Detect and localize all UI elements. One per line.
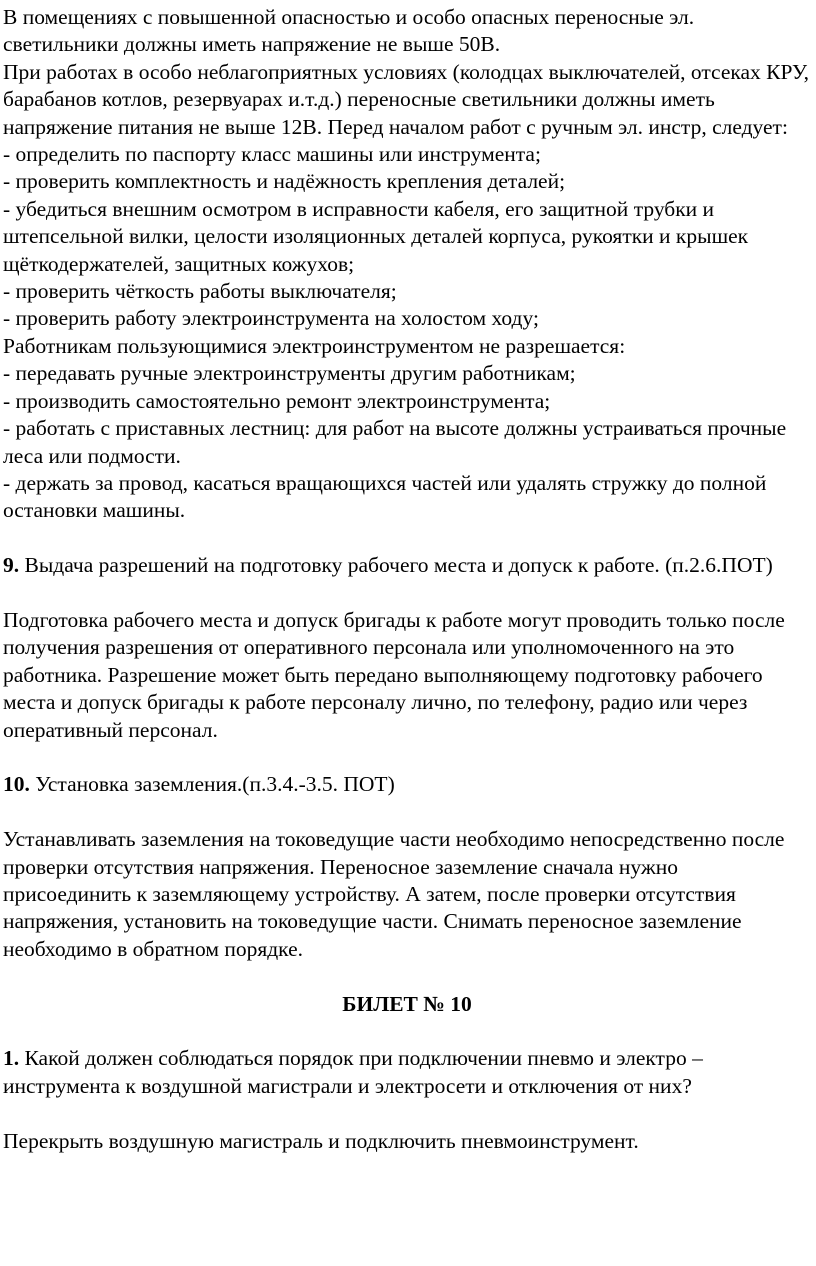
spacer xyxy=(3,799,811,826)
ticket-title: БИЛЕТ № 10 xyxy=(342,991,472,1016)
document-page xyxy=(3,4,811,1155)
list-item: - проверить комплектность и надёжность крепления деталей; xyxy=(3,169,566,194)
list-item: - работать с приставных лестниц: для работ на высоте должны устраиваться прочные леса или подмости. xyxy=(3,416,787,468)
question-10-answer: Устанавливать заземления на токоведущие части необходимо непосредственно после проверки отсутствия напряжения. Переносное заземление сначала нужно присоединить к заземляющему устройству. А затем, после проверки отсутствия напряжения, установить на токоведущие части. Снимать переносное заземление необходимо в обратном порядке. xyxy=(3,827,785,961)
question-9-heading xyxy=(3,552,811,579)
question-10-heading xyxy=(3,771,811,798)
list-item: - проверить чёткость работы выключателя; xyxy=(3,279,397,304)
question-title: Установка заземления.(п.3.4.-3.5. ПОТ) xyxy=(29,772,395,797)
list-item: - производить самостоятельно ремонт электроинструмента; xyxy=(3,388,551,413)
question-title: Выдача разрешений на подготовку рабочего места и допуск к работе. (п.2.6.ПОТ) xyxy=(19,553,773,578)
ticket-question-1-answer: Перекрыть воздушную магистраль и подключить пневмоинструмент. xyxy=(3,1128,639,1153)
list-item: - проверить работу электроинструмента на холостом ходу; xyxy=(3,306,539,331)
spacer xyxy=(3,1018,811,1045)
list-item: - определить по паспорту класс машины или инструмента; xyxy=(3,142,541,167)
list-item: - передавать ручные электроинструменты другим работникам; xyxy=(3,361,576,386)
ticket-heading xyxy=(3,991,811,1018)
spacer xyxy=(3,580,811,607)
paragraph: При работах в особо неблагоприятных условиях (колодцах выключателей, отсеках КРУ, барабанов котлов, резервуарах и.т.д.) переносные светильники должны иметь напряжение питания не выше 12В. Перед началом работ с ручным эл. инстр, следует: xyxy=(3,59,810,139)
spacer xyxy=(3,963,811,990)
list-item: - убедиться внешним осмотром в исправности кабеля, его защитной трубки и штепсельной вилки, целости изоляционных деталей корпуса, рукоятки и крышек щёткодержателей, защитных кожухов; xyxy=(3,196,749,276)
spacer xyxy=(3,744,811,771)
question-number: 10. xyxy=(3,772,30,797)
spacer xyxy=(3,1100,811,1127)
ticket-question-1-heading xyxy=(3,1045,811,1100)
paragraph: Работникам пользующимися электроинструментом не разрешается: xyxy=(3,333,626,358)
spacer xyxy=(3,525,811,552)
question-number: 9. xyxy=(3,553,20,578)
paragraph: В помещениях с повышенной опасностью и особо опасных переносные эл. светильники должны иметь напряжение не выше 50В. xyxy=(3,5,695,57)
question-title: Какой должен соблюдаться порядок при подключении пневмо и электро – инструмента к воздушной магистрали и электросети и отключения от них? xyxy=(3,1046,703,1098)
list-item: - держать за провод, касаться вращающихся частей или удалять стружку до полной остановки машины. xyxy=(3,470,767,523)
question-number: 1. xyxy=(3,1046,20,1071)
question-9-answer: Подготовка рабочего места и допуск бригады к работе могут проводить только после получения разрешения от оперативного персонала или уполномоченного на это работника. Разрешение может быть передано выполняющему подготовку рабочего места и допуск бригады к работе персоналу лично, по телефону, радио или через оперативный персонал. xyxy=(3,607,785,742)
